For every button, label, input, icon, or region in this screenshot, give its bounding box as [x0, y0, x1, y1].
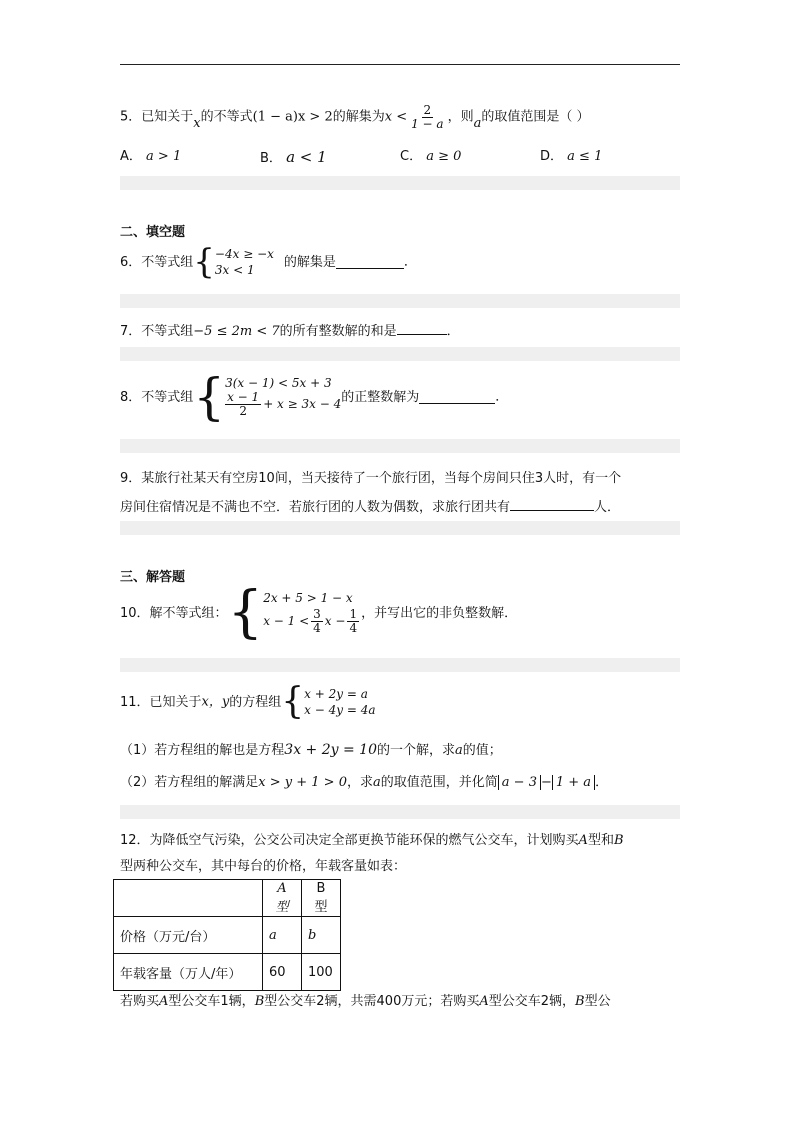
section-title-fill-blank: 二、填空题 [120, 225, 186, 240]
question-9-line1: 9．某旅行社某天有空房10间，当天接待了一个旅行团，当每个房间只住3人时，有一个 [120, 471, 622, 486]
table-row: 价格（万元/台） a b [114, 917, 341, 954]
header-rule [120, 64, 680, 65]
question-11-part2: （2）若方程组的解满足x > y + 1 > 0，求a的取值范围，并化简 a − 3 − 1 + a ． [120, 775, 609, 790]
question-9-line2: 房间住宿情况是不满也不空．若旅行团的人数为偶数，求旅行团共有 人． [120, 500, 621, 515]
q9-answer-blank[interactable] [510, 498, 594, 511]
answer-band [120, 521, 680, 535]
q6-answer-blank[interactable] [336, 256, 404, 269]
q11-system: { x + 2y = a x − 4y = 4a [281, 681, 376, 722]
answer-band [120, 805, 680, 819]
q8-answer-blank[interactable] [419, 391, 495, 404]
question-7: 7．不等式组−5 ≤ 2m < 7的所有整数解的和是 ． [120, 324, 460, 339]
table-row: A 型 B 型 [114, 880, 341, 917]
question-12-line2: 型两种公交车，其中每台的价格，年载客量如表： [120, 859, 407, 874]
answer-band [120, 658, 680, 672]
q10-system: { 2x + 5 > 1 − x x − 1 < $\frac{3}{4}$ x − $\frac{1}{4}$ [227, 580, 358, 645]
q6-system: { −4x ≥ −x 3x < 1 [193, 242, 274, 282]
answer-band [120, 439, 680, 453]
question-11: 11．已知关于x，y的方程组 { x + 2y = a x − 4y = 4a [120, 681, 376, 722]
question-8: 8．不等式组 { 3(x − 1) < 5x + 3 $\frac{x - 1}{2}$ + x ≥ 3x − 4 的正整数解为 ． [120, 368, 509, 426]
option-c[interactable]: C． a ≥ 0 [400, 149, 462, 164]
question-11-part1: （1）若方程组的解也是方程3x + 2y = 10的一个解，求a的值； [120, 742, 502, 758]
answer-band [120, 347, 680, 361]
option-d[interactable]: D． a ≤ 1 [540, 149, 603, 164]
q8-system: { 3(x − 1) < 5x + 3 $\frac{x - 1}{2}$ + x ≥ 3x − 4 [193, 368, 342, 426]
table-row: 年载客量（万人/年） 60 100 [114, 954, 341, 991]
q7-answer-blank[interactable] [397, 322, 447, 335]
question-5: 5．已知关于x的不等式(1 − a)x > 2的解集为x < $\frac{2}{1 - a}$ ，则a的取值范围是（ ） [120, 103, 590, 131]
question-10: 10．解不等式组： { 2x + 5 > 1 − x x − 1 < $\frac{3}{4}$ x − $\frac{1}{4}$ ，并写出它的非负整数解． [120, 580, 518, 645]
question-6: 6．不等式组 { −4x ≥ −x 3x < 1 的解集是 ． [120, 242, 417, 282]
bus-table [113, 879, 341, 991]
q5-fraction: $\frac{2}{1 - a}$ [411, 103, 444, 131]
question-12-line1: 12．为降低空气污染，公交公司决定全部更换节能环保的燃气公交车，计划购买A型和B [120, 833, 624, 848]
question-12-line3: 若购买A型公交车1辆，B型公交车2辆，共需400万元；若购买A型公交车2辆，B型公 [120, 994, 611, 1009]
answer-band [120, 294, 680, 308]
section-title-solve: 三、解答题 [120, 570, 186, 585]
option-b[interactable]: B． a < 1 [260, 148, 327, 166]
option-a[interactable]: A． a > 1 [120, 149, 182, 164]
answer-band [120, 176, 680, 190]
